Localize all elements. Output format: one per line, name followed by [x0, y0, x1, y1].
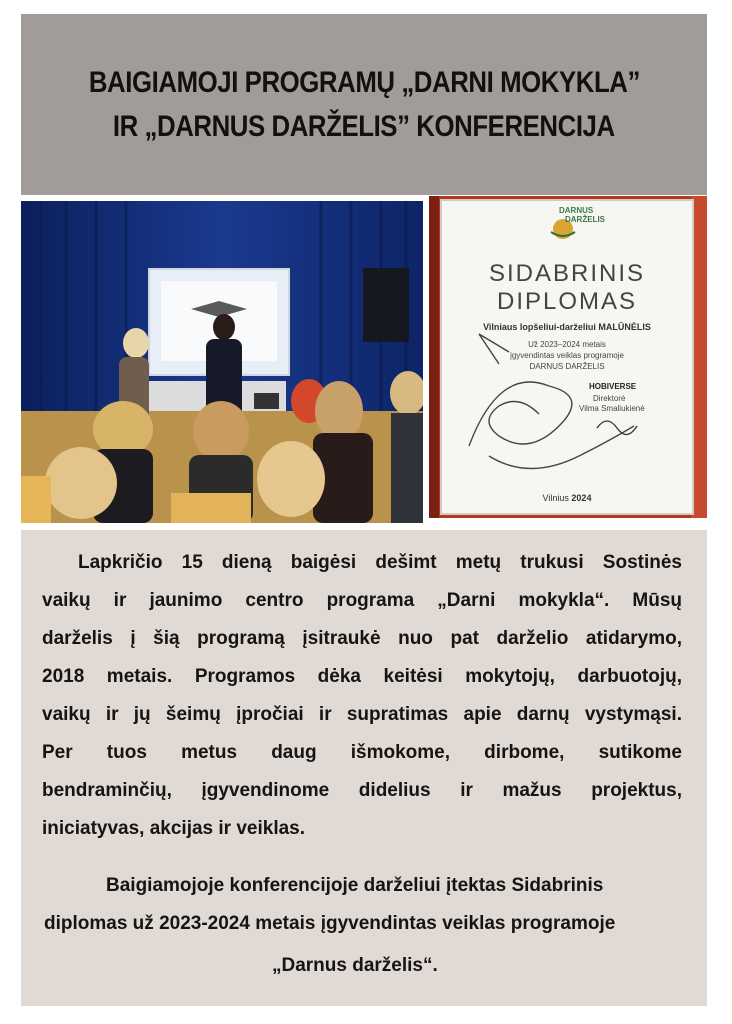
paragraph-1-line: bendraminčių, įgyvendinome didelius ir mažus projektus,	[42, 780, 682, 801]
diploma-line-b: įgyvendintas veiklas programoje	[510, 351, 624, 360]
diploma-brand-bottom: DARŽELIS	[565, 215, 605, 224]
diploma-photo	[429, 196, 707, 518]
diploma-line-a: Už 2023–2024 metais	[528, 340, 606, 349]
conference-scene-image	[21, 201, 423, 523]
paragraph-1-line: vaikų ir jaunimo centro programa „Darni mokykla“. Mūsų	[42, 590, 682, 611]
paragraph-1-line: darželis į šią programą įsitraukė nuo pat darželio atidarymo,	[42, 628, 682, 649]
diploma-title-2: DIPLOMAS	[496, 288, 638, 315]
diploma-title-1: SIDABRINIS	[488, 260, 646, 287]
paragraph-1-line: vaikų ir jų šeimų įpročiai ir supratimas apie darnų vystymąsi.	[42, 704, 682, 725]
diploma-city: Vilnius	[542, 493, 569, 503]
paragraph-1-line: 2018 metais. Programos dėka keitėsi mokytojų, darbuotojų,	[42, 666, 682, 687]
diploma-recipient: Vilniaus lopšeliui-darželiui MALŪNĖLIS	[483, 322, 651, 332]
diploma-brand-top: DARNUS	[559, 206, 594, 215]
diploma-year: 2024	[571, 493, 592, 503]
paragraph-1-line: Lapkričio 15 dieną baigėsi dešimt metų trukusi Sostinės	[78, 552, 682, 573]
title-line-2: IR „DARNUS DARŽELIS” KONFERENCIJA	[113, 109, 615, 143]
diploma-person: Vilma Smaliukienė	[579, 404, 645, 413]
diploma-line-c: DARNUS DARŽELIS	[529, 362, 605, 371]
paragraph-2-line: Baigiamojoje konferencijoje darželiui įtektas Sidabrinis	[106, 875, 604, 896]
paragraph-2-line: „Darnus darželis“.	[272, 955, 438, 976]
paragraph-2-line: diplomas už 2023-2024 metais įgyvendintas veiklas programoje	[44, 913, 616, 934]
diploma-footer	[441, 493, 693, 503]
conference-photo	[21, 201, 423, 523]
diploma-role: Direktorė	[593, 394, 626, 403]
header-banner	[21, 14, 707, 195]
paragraph-1-line: iniciatyvas, akcijas ir veiklas.	[42, 818, 306, 839]
diploma-org: HOBIVERSE	[589, 382, 637, 391]
title-line-1: BAIGIAMOJI PROGRAMŲ „DARNI MOKYKLA”	[88, 65, 640, 99]
paragraph-1-line: Per tuos metus daug išmokome, dirbome, sutikome	[42, 742, 682, 763]
